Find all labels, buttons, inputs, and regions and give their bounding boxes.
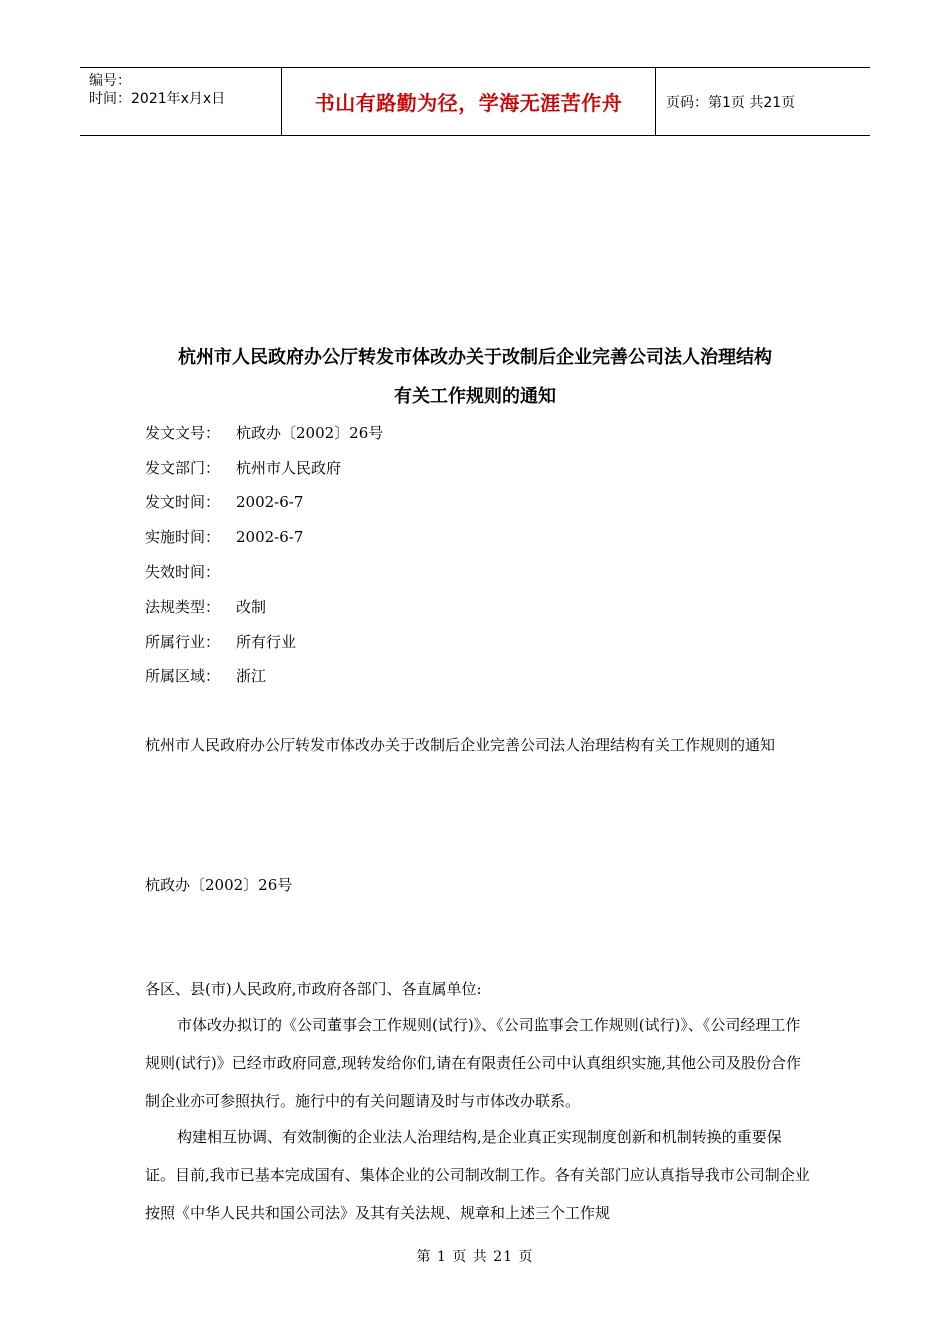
meta-row [145,458,341,478]
meta-key: 发文部门： [145,459,221,477]
meta-value: 改制 [236,598,267,616]
motto: 书山有路勤为径，学海无涯苦作舟 [281,68,656,135]
paragraph-1: 市体改办拟订的《公司董事会工作规则(试行)》、《公司监事会工作规则(试行)》、《公司经理工作规则(试行)》已经市政府同意,现转发给你们,请在有限责任公司中认真组织实施,其他公司及股份合作制企业亦可参照执行。施行中的有关问题请及时与市体改办联系。 [145,1016,802,1110]
meta-value: 2002-6-7 [236,493,304,511]
meta-row [145,632,296,652]
doc-number: 杭政办〔2002〕26号 [145,876,293,894]
document-title-line-1: 杭州市人民政府办公厅转发市体改办关于改制后企业完善公司法人治理结构 [178,347,772,368]
meta-row [145,597,266,617]
meta-key: 所属区域： [145,667,221,685]
number-label: 编号： [89,73,131,89]
meta-row [145,492,303,512]
page-footer: 第 1 页 共 21 页 [416,1249,534,1265]
header-page-info: 页码：第1页 共21页 [666,94,796,111]
meta-row [145,423,383,443]
meta-key: 发文文号： [145,424,221,442]
meta-value: 杭州市人民政府 [236,459,342,477]
meta-row [145,666,266,686]
paragraph-2: 构建相互协调、有效制衡的企业法人治理结构,是企业真正实现制度创新和机制转换的重要保证。目前,我市已基本完成国有、集体企业的公司制改制工作。各有关部门应认真指导我市公司制企业按照《中华人民共和国公司法》及其有关法规、规章和上述三个工作规 [145,1128,810,1222]
time-label: 时间：2021年x月x日 [89,91,226,107]
meta-row [145,562,236,582]
meta-key: 发文时间： [145,493,221,511]
meta-value: 杭政办〔2002〕26号 [236,424,384,442]
meta-key: 失效时间： [145,563,221,581]
meta-key: 所属行业： [145,633,221,651]
document-title-line-2: 有关工作规则的通知 [394,386,556,407]
addressee: 各区、县(市)人民政府,市政府各部门、各直属单位: [145,980,482,998]
meta-value: 所有行业 [236,633,297,651]
repeat-title: 杭州市人民政府办公厅转发市体改办关于改制后企业完善公司法人治理结构有关工作规则的通知 [145,736,776,754]
meta-value: 浙江 [236,667,267,685]
page-header [80,67,870,136]
meta-key: 实施时间： [145,528,221,546]
meta-key: 法规类型： [145,598,221,616]
header-meta-cell [80,68,281,135]
meta-row [145,527,303,547]
meta-value: 2002-6-7 [236,528,304,546]
